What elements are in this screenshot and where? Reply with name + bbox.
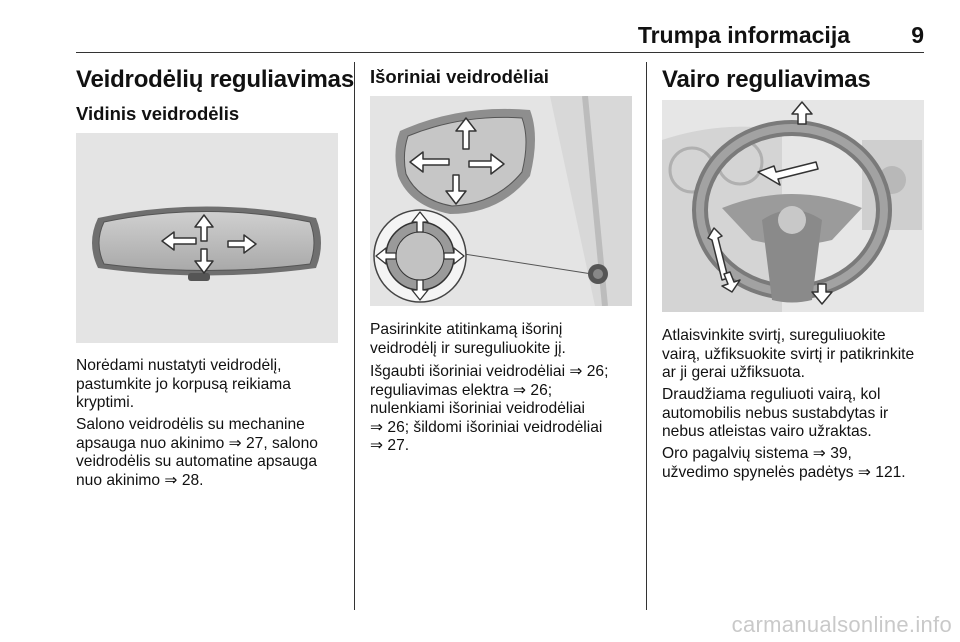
header-rule	[76, 52, 924, 53]
section-heading-mirrors: Veidrodėlių reguliavimas	[76, 66, 354, 93]
subheading-interior-mirror: Vidinis veidrodėlis	[76, 103, 240, 124]
running-header-title: Trumpa informacija	[637, 22, 850, 48]
column-divider-2	[646, 62, 647, 610]
paragraph-steering-refs: Oro pagalvių sistema ⇒ 39, užvedimo spynelės padėtys ⇒ 121.	[662, 445, 906, 481]
steering-wheel-illustration	[662, 100, 924, 312]
paragraph-steering-warning: Draudžiama reguliuoti vairą, kol automobilis nebus sustabdytas ir nebus atleistas vairo užraktas.	[662, 386, 889, 441]
paragraph-interior-mirror-refs: Salono veidrodėlis su mechanine apsauga nuo akinimo ⇒ 27, salono veidrodėlis su automatine apsauga nuo akinimo ⇒ 28.	[76, 416, 318, 489]
paragraph-exterior-select: Pasirinkite atitinkamą išorinį veidrodėlį ir sureguliuokite jį.	[370, 321, 566, 357]
interior-mirror-illustration	[76, 133, 338, 343]
column-divider-1	[354, 62, 355, 610]
paragraph-exterior-refs: Išgaubti išoriniai veidrodėliai ⇒ 26; reguliavimas elektra ⇒ 26; nulenkiami išoriniai veidrodėliai ⇒ 26; šildomi išoriniai veidrodėliai ⇒ 27.	[370, 363, 609, 455]
exterior-mirror-illustration	[370, 96, 632, 306]
page-number: 9	[911, 22, 924, 48]
paragraph-interior-mirror-adjust: Norėdami nustatyti veidrodėlį, pastumkite jo korpusą reikiama kryptimi.	[76, 357, 291, 412]
watermark: carmanualsonline.info	[731, 612, 952, 637]
subheading-exterior-mirrors: Išoriniai veidrodėliai	[370, 66, 549, 87]
section-heading-steering: Vairo reguliavimas	[662, 66, 871, 93]
paragraph-steering-adjust: Atlaisvinkite svirtį, sureguliuokite vairą, užfiksuokite svirtį ir patikrinkite ar ji gerai užfiksuota.	[662, 327, 915, 382]
